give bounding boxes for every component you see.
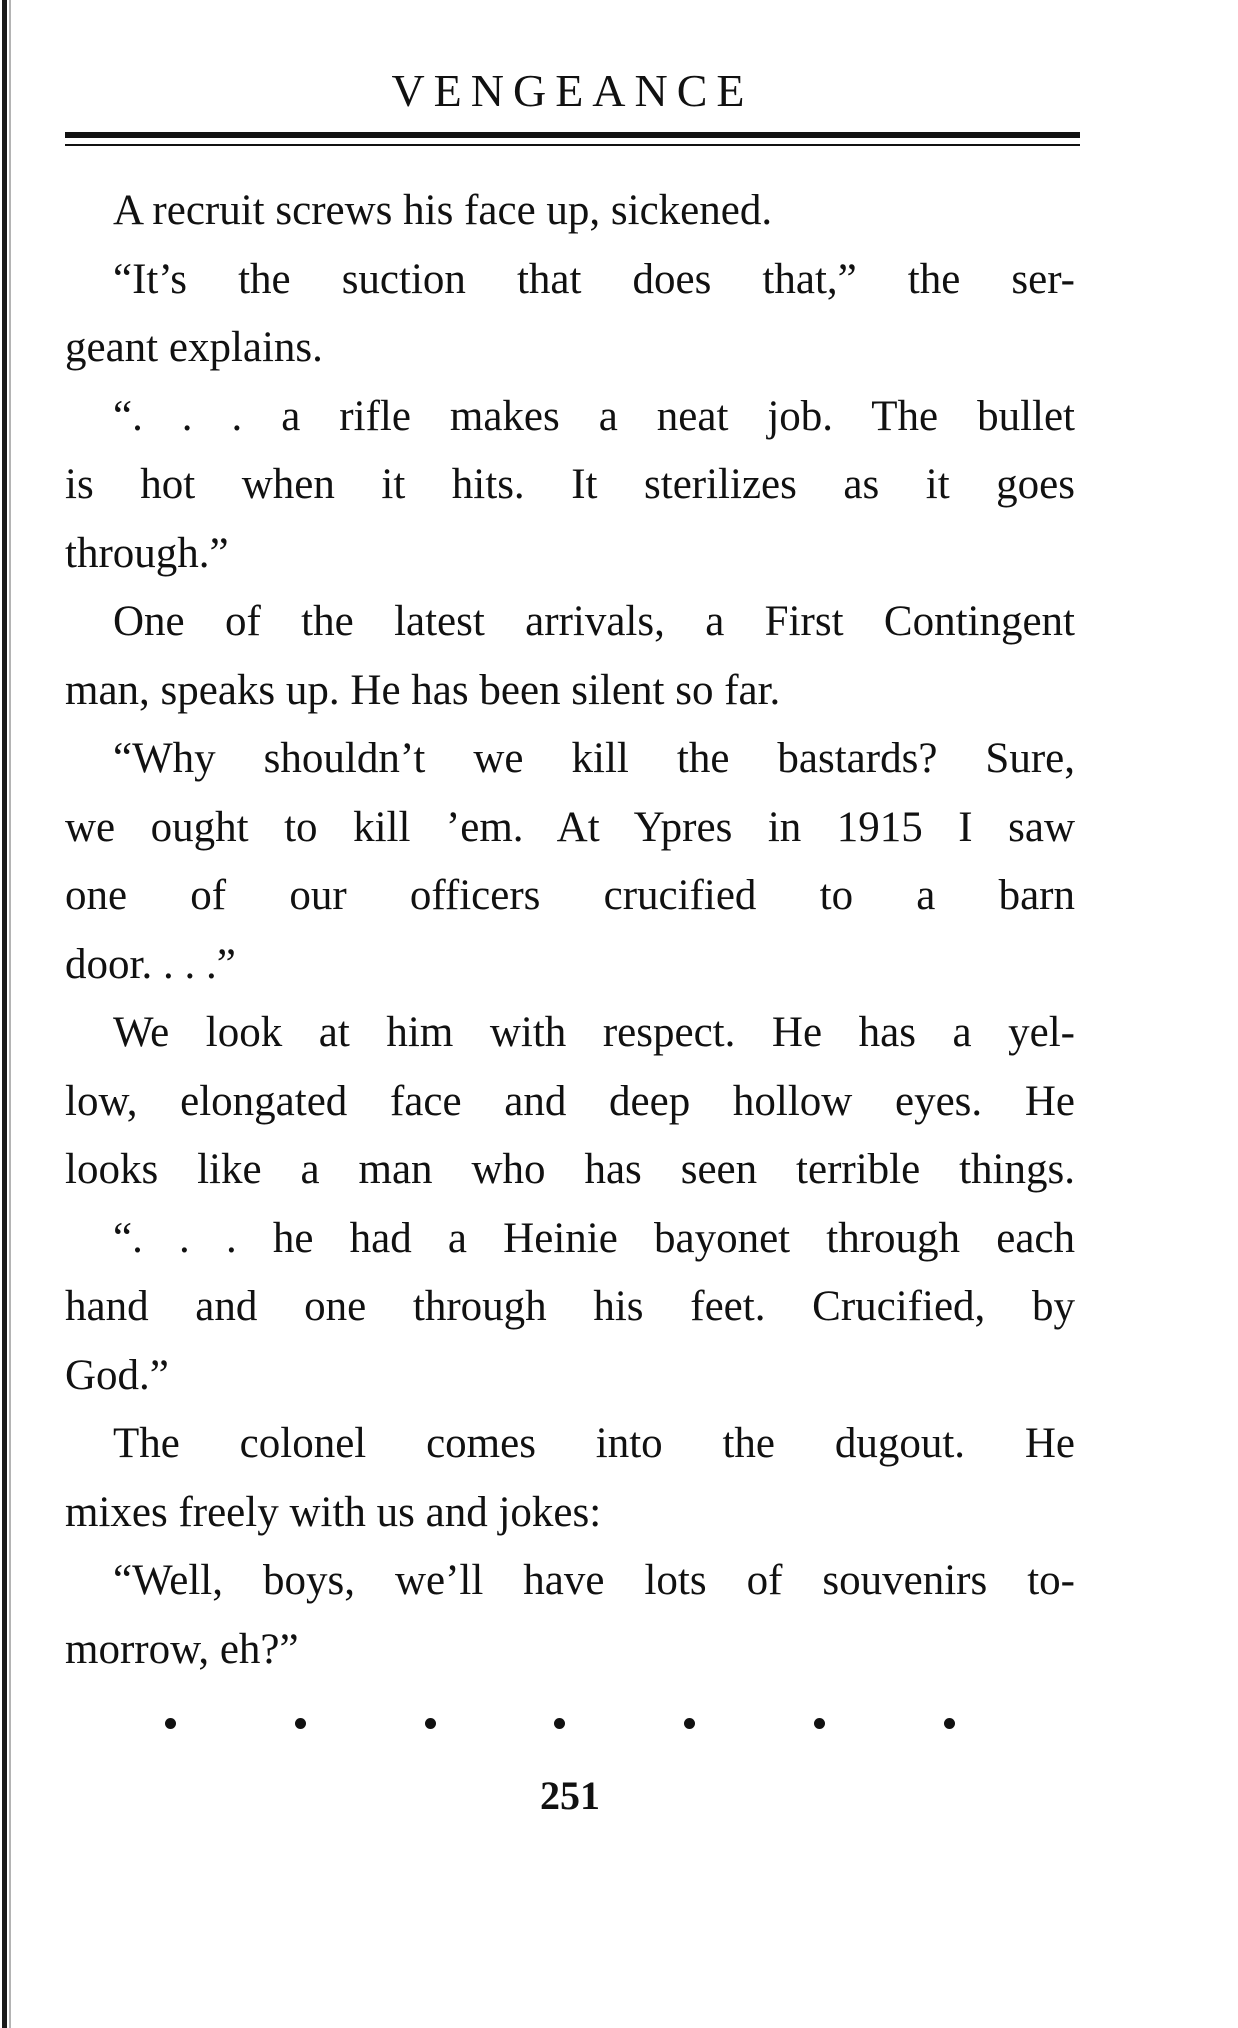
text-line: “Well, boys, we’ll have lots of souvenirs to- <box>113 1557 1075 1604</box>
header-rule-thick <box>65 132 1080 138</box>
section-break-dot <box>425 1718 436 1729</box>
page-left-edge <box>2 0 7 2028</box>
text-line: hand and one through his feet. Crucified, by <box>65 1283 1075 1330</box>
text-line: We look at him with respect. He has a yel- <box>113 1009 1075 1056</box>
text-line: looks like a man who has seen terrible things. <box>65 1146 1075 1193</box>
text-line: mixes freely with us and jokes: <box>65 1488 602 1536</box>
text-line: “It’s the suction that does that,” the ser- <box>113 255 1075 303</box>
text-line: morrow, eh?” <box>65 1625 299 1673</box>
text-line: “Why shouldn’t we kill the bastards? Sure, <box>113 735 1075 782</box>
text-line: man, speaks up. He has been silent so far. <box>65 666 781 714</box>
section-break-dot <box>554 1718 565 1729</box>
section-break-dot <box>684 1718 695 1729</box>
text-line: we ought to kill ’em. At Ypres in 1915 I saw <box>65 803 1075 851</box>
text-line: “. . . a rifle makes a neat job. The bullet <box>113 392 1075 440</box>
text-line: The colonel comes into the dugout. He <box>113 1420 1075 1467</box>
section-break-dot <box>295 1718 306 1729</box>
section-break-dot <box>165 1718 176 1729</box>
text-line: God.” <box>65 1351 169 1399</box>
text-line: geant explains. <box>65 324 323 371</box>
text-line: A recruit screws his face up, sickened. <box>113 187 773 234</box>
section-break-dot <box>814 1718 825 1729</box>
text-line: door. . . .” <box>65 940 236 988</box>
body-text <box>65 177 1075 1684</box>
text-line: “. . . he had a Heinie bayonet through each <box>113 1214 1075 1262</box>
header-rule-thin <box>65 144 1080 146</box>
section-break-dot <box>944 1718 955 1729</box>
section-break <box>165 1718 955 1729</box>
text-line: one of our officers crucified to a barn <box>65 872 1075 919</box>
running-head: VENGEANCE <box>391 65 754 116</box>
page-number: 251 <box>540 1773 600 1818</box>
text-line: is hot when it hits. It sterilizes as it goes <box>65 461 1075 508</box>
text-line: through.” <box>65 529 229 577</box>
text-line: low, elongated face and deep hollow eyes. He <box>65 1077 1075 1125</box>
page-left-edge-shadow <box>9 0 11 2028</box>
text-line: One of the latest arrivals, a First Contingent <box>113 598 1075 645</box>
